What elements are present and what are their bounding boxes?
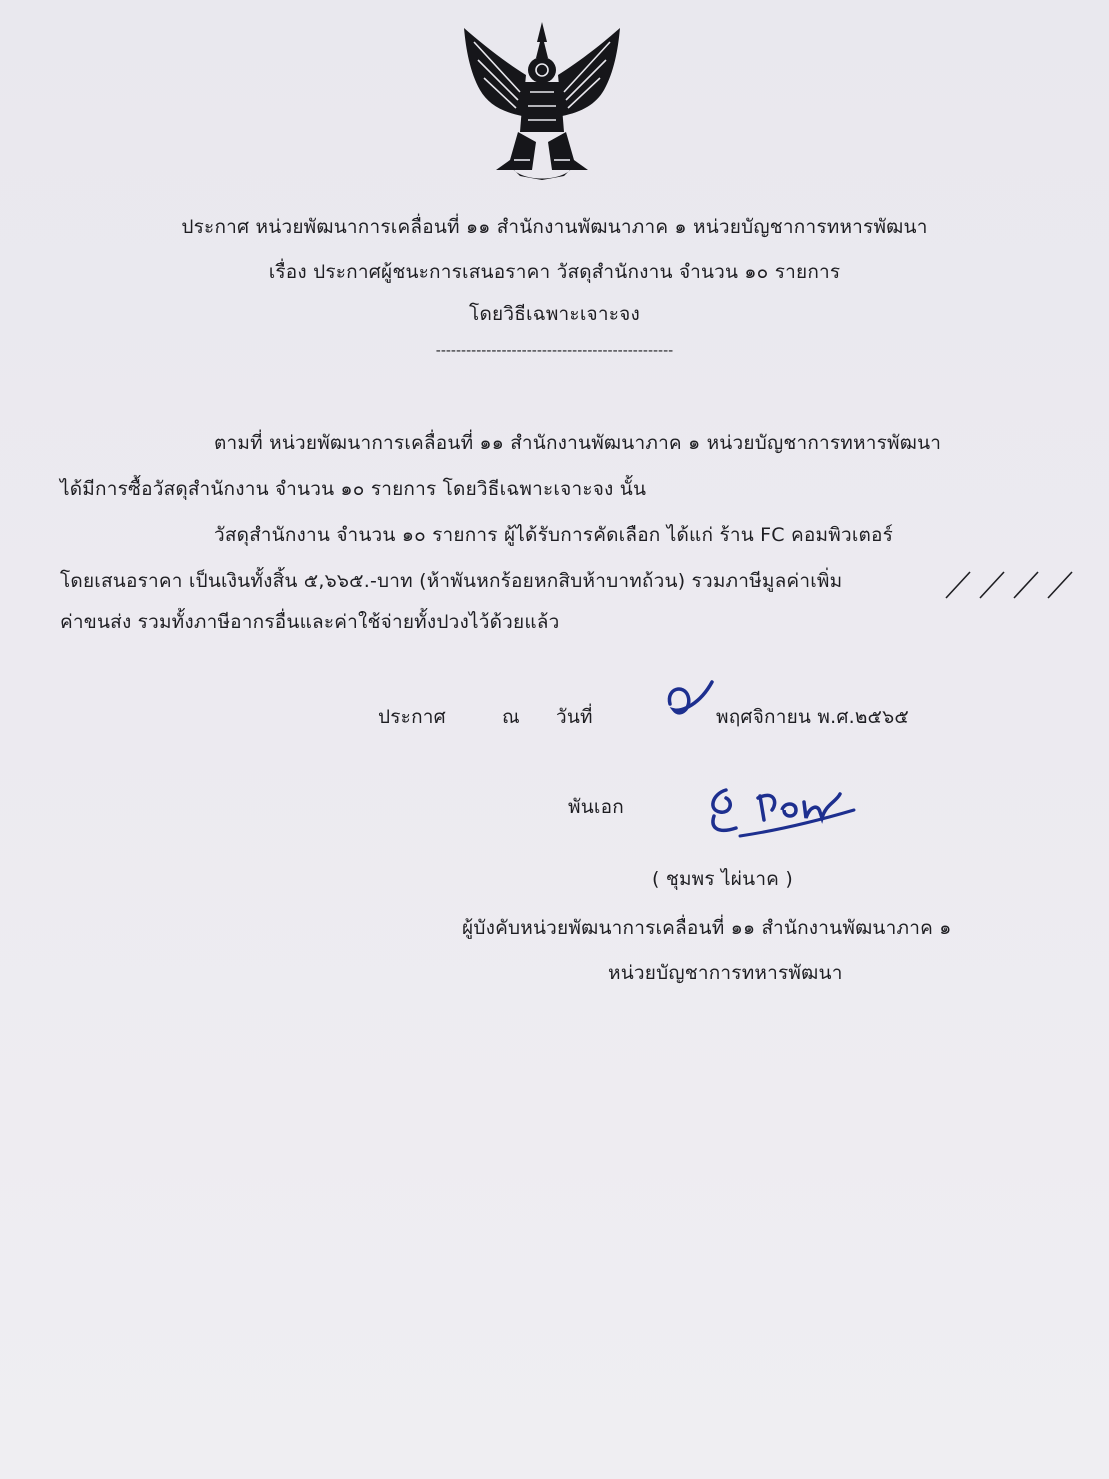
signature-position-line-1: ผู้บังคับหน่วยพัฒนาการเคลื่อนที่ ๑๑ สำนักงานพัฒนาภาค ๑ [462,917,952,939]
paragraph-2-line-1: วัสดุสำนักงาน จำนวน ๑๐ รายการ ผู้ได้รับการคัดเลือก ได้แก่ ร้าน FC คอมพิวเตอร์ [214,524,894,546]
garuda-emblem-icon [452,20,632,182]
paragraph-2-line-2: โดยเสนอราคา เป็นเงินทั้งสิ้น ๕,๖๖๕.-บาท (ห้าพันหกร้อยหกสิบห้าบาทถ้วน) รวมภาษีมูลค่าเพิ่ม [60,570,843,592]
header-divider: ----------------------------------------------- [435,343,674,359]
announcement-at: ณ [502,706,520,728]
signature-name: ( ชุมพร ไผ่นาค ) [652,868,793,890]
paragraph-1-line-1: ตามที่ หน่วยพัฒนาการเคลื่อนที่ ๑๑ สำนักงานพัฒนาภาค ๑ หน่วยบัญชาการทหารพัฒนา [214,432,942,454]
handwritten-day-icon [660,674,720,724]
announcement-day-label: วันที่ [556,706,593,728]
paragraph-2-line-3: ค่าขนส่ง รวมทั้งภาษีอากรอื่นและค่าใช้จ่ายทั้งปวงไว้ด้วยแล้ว [60,611,560,633]
paragraph-1-line-2: ได้มีการซื้อวัสดุสำนักงาน จำนวน ๑๐ รายการ โดยวิธีเฉพาะเจาะจง นั้น [60,478,647,500]
handwritten-strike-marks [940,566,1090,606]
announcement-label: ประกาศ [378,706,446,728]
header-method: โดยวิธีเฉพาะเจาะจง [469,303,640,325]
signature-rank: พันเอก [568,796,624,818]
signature-position-line-2: หน่วยบัญชาการทหารพัฒนา [608,962,843,984]
header-subject: เรื่อง ประกาศผู้ชนะการเสนอราคา วัสดุสำนักงาน จำนวน ๑๐ รายการ [268,261,841,283]
handwritten-signature-icon [700,776,860,846]
header-title: ประกาศ หน่วยพัฒนาการเคลื่อนที่ ๑๑ สำนักงานพัฒนาภาค ๑ หน่วยบัญชาการทหารพัฒนา [181,216,928,238]
announcement-month-year: พฤศจิกายน พ.ศ.๒๕๖๕ [716,706,909,728]
